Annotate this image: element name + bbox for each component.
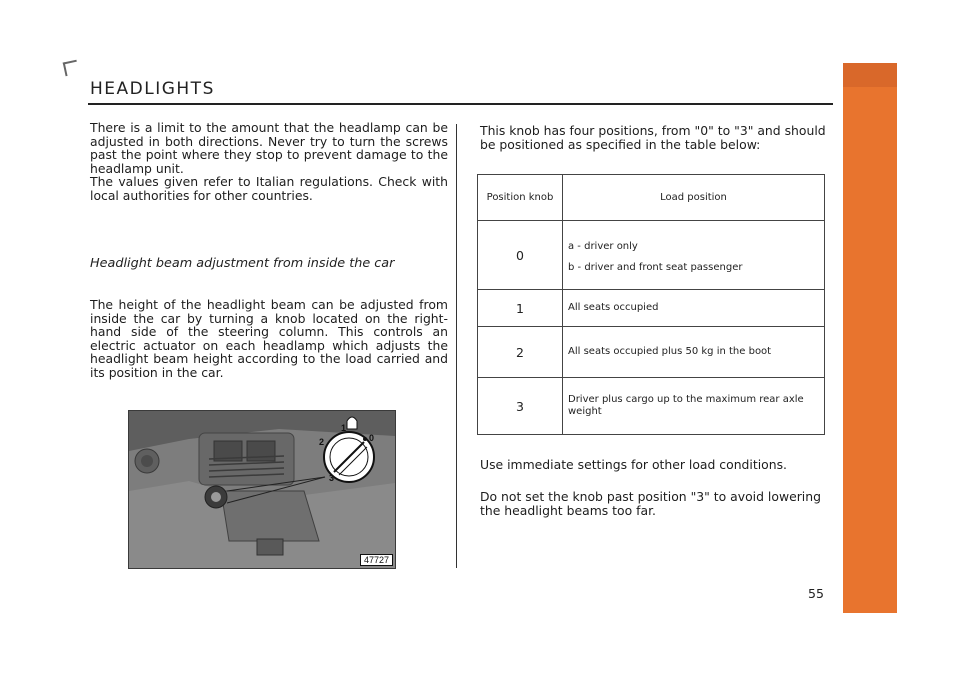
- knob-mark-0: 0: [369, 433, 375, 443]
- table-row: [478, 221, 825, 290]
- dashboard-drawing: [129, 411, 395, 568]
- page-number: 55: [808, 586, 824, 601]
- position-value: 3: [478, 378, 563, 435]
- knob-mark-2: 2: [319, 437, 325, 447]
- table-row: [478, 378, 825, 435]
- table-header-row: [478, 175, 825, 221]
- intro-paragraph: [90, 121, 448, 202]
- load-description: All seats occupied plus 50 kg in the boot: [563, 327, 825, 378]
- load-line: b - driver and front seat passenger: [568, 261, 743, 273]
- header-load-position: Load position: [563, 175, 825, 221]
- table-intro: This knob has four positions, from "0" to "3" and should be positioned as specified in the table below:: [480, 123, 826, 152]
- column-divider: [456, 124, 457, 568]
- title-rule: [88, 103, 833, 105]
- header-position-knob: Position knob: [478, 175, 563, 221]
- intro-text-2: The values given refer to Italian regulations. Check with local authorities for other countries.: [90, 174, 448, 203]
- note-knob-warning: Do not set the knob past position "3" to avoid lowering the headlight beams too far.: [480, 489, 821, 518]
- knob-mark-1: 1: [341, 423, 347, 433]
- section-tab-fold: [843, 63, 897, 87]
- figure-number: 47727: [360, 554, 393, 566]
- load-description: [563, 221, 825, 290]
- section-subheading: Headlight beam adjustment from inside the car: [90, 256, 395, 271]
- position-value: 0: [478, 221, 563, 290]
- position-value: 1: [478, 290, 563, 327]
- page-title: HEADLIGHTS: [90, 79, 215, 99]
- position-value: 2: [478, 327, 563, 378]
- note-immediate-settings: Use immediate settings for other load conditions.: [480, 457, 787, 472]
- load-line: a - driver only: [568, 240, 638, 252]
- knob-mark-3: 3: [329, 473, 335, 483]
- corner-mark: [63, 60, 80, 77]
- knob-position-table: [477, 174, 825, 435]
- section-tab: [843, 63, 897, 613]
- dashboard-illustration: [128, 410, 396, 569]
- table-row: [478, 327, 825, 378]
- body-paragraph: The height of the headlight beam can be adjusted from inside the car by turning a knob located on the right-hand side of the steering column. This controls an electric actuator on each headlamp which adjusts the headlight beam height according to the load carried and its position in the car.: [90, 297, 448, 380]
- load-description: Driver plus cargo up to the maximum rear axle weight: [563, 378, 825, 435]
- intro-text-1: There is a limit to the amount that the headlamp can be adjusted in both directions. Never try to turn the screws past the point where they stop to prevent damage to the headlamp unit.: [90, 120, 448, 176]
- table-row: [478, 290, 825, 327]
- load-description: All seats occupied: [563, 290, 825, 327]
